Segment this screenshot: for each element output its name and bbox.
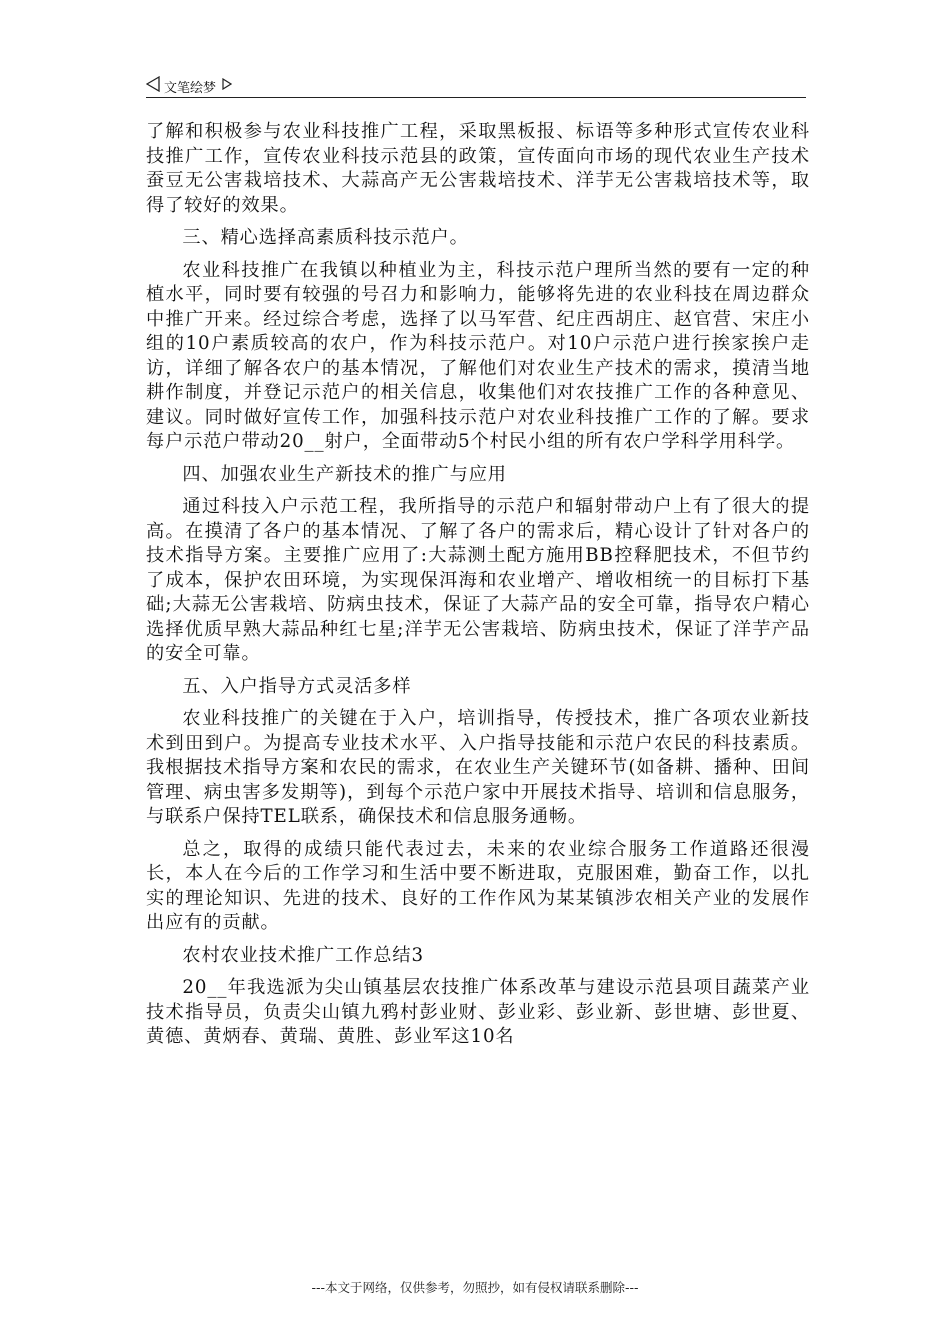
section-heading-4: 四、加强农业生产新技术的推广与应用 bbox=[182, 463, 507, 485]
triangle-right-icon bbox=[222, 78, 232, 94]
paragraph-3: 通过科技入户示范工程，我所指导的示范户和辐射带动户上有了很大的提高。在摸清了各户的基本情况、了解了各户的需求后，精心设计了针对各户的技术指导方案。主要推广应用了:大蒜测土配方施用BB控释肥技术，不但节约了成本，保护农田环境，为实现保洱海和农业增产、增收相统一的目标打下基础;大蒜无公害栽培、防病虫技术，保证了大蒜产品的安全可靠，指导农户精心选择优质早熟大蒜品种红七星;洋芋无公害栽培、防病虫技术，保证了洋芋产品的安全可靠。 bbox=[146, 496, 810, 664]
footer-notice: ---本文于网络，仅供参考，勿照抄，如有侵权请联系删除--- bbox=[311, 1280, 639, 1295]
paragraph-6: 20__年我选派为尖山镇基层农技推广体系改革与建设示范县项目蔬菜产业技术指导员，负责尖山镇九鸦村彭业财、彭业彩、彭业新、彭世塘、彭世夏、黄德、黄炳春、黄瑞、黄胜、彭业军这10名 bbox=[146, 977, 810, 1047]
triangle-left-icon bbox=[146, 76, 160, 96]
page-header bbox=[146, 75, 806, 97]
paragraph-1: 了解和积极参与农业科技推广工程，采取黑板报、标语等多种形式宣传农业科技推广工作，宣传农业科技示范县的政策，宣传面向市场的现代农业生产技术蚕豆无公害栽培技术、大蒜高产无公害栽培技术、洋芋无公害栽培技术等，取得了较好的效果。 bbox=[146, 121, 810, 216]
brand-name: 文笔绘梦 bbox=[164, 80, 217, 96]
section-heading-3: 三、精心选择高素质科技示范户。 bbox=[182, 227, 469, 248]
paragraph-5: 总之，取得的成绩只能代表过去，未来的农业综合服务工作道路还很漫长，本人在今后的工作学习和生活中要不断进取，克服困难，勤奋工作，以扎实的理论知识、先进的技术、良好的工作作风为某某镇涉农相关产业的发展作出应有的贡献。 bbox=[146, 838, 810, 933]
section-heading-5: 五、入户指导方式灵活多样 bbox=[182, 675, 412, 697]
paragraph-4: 农业科技推广的关键在于入户，培训指导，传授技术，推广各项农业新技术到田到户。为提高专业技术水平、入户指导技能和示范户农民的科技素质。我根据技术指导方案和农民的需求，在农业生产关键环节(如备耕、播种、田间管理、病虫害多发期等)，到每个示范户家中开展技术指导、培训和信息服务，与联系户保持TEL联系，确保技术和信息服务通畅。 bbox=[146, 708, 810, 827]
header-divider bbox=[146, 97, 806, 98]
document-body bbox=[146, 120, 810, 1058]
summary-title: 农村农业技术推广工作总结3 bbox=[182, 944, 424, 966]
paragraph-2: 农业科技推广在我镇以种植业为主，科技示范户理所当然的要有一定的种植水平，同时要有较强的号召力和影响力，能够将先进的农业科技在周边群众中推广开来。经过综合考虑，选择了以马军营、纪庄西胡庄、赵官营、宋庄小组的10户素质较高的农户，作为科技示范户。对10户示范户进行挨家挨户走访，详细了解各农户的基本情况，了解他们对农业生产技术的需求，摸清当地耕作制度，并登记示范户的相关信息，收集他们对农技推广工作的各种意见、建议。同时做好宣传工作，加强科技示范户对农业科技推广工作的了解。要求每户示范户带动20__射户，全面带动5个村民小组的所有农户学科学用科学。 bbox=[146, 259, 810, 452]
